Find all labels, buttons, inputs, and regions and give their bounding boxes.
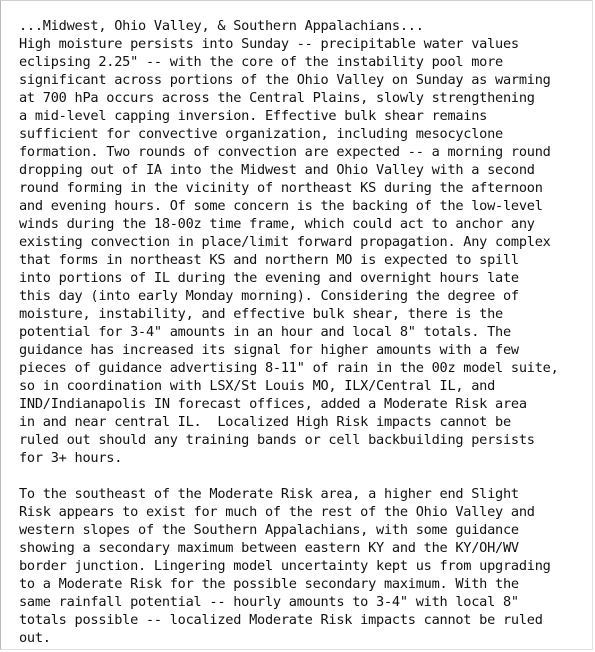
text-line: potential for 3-4" amounts in an hour and local 8" totals. The <box>19 324 511 340</box>
text-line: totals possible -- localized Moderate Risk impacts cannot be ruled <box>19 612 543 628</box>
text-line: out. <box>19 630 51 646</box>
text-line: at 700 hPa occurs across the Central Plains, slowly strengthening <box>19 90 535 106</box>
text-line: High moisture persists into Sunday -- precipitable water values <box>19 36 519 52</box>
text-line: western slopes of the Southern Appalachians, with some guidance <box>19 522 519 538</box>
text-line: this day (into early Monday morning). Considering the degree of <box>19 288 519 304</box>
text-line: border junction. Lingering model uncertainty kept us from upgrading <box>19 558 551 574</box>
text-line: eclipsing 2.25" -- with the core of the instability pool more <box>19 54 503 70</box>
text-line: round forming in the vicinity of northeast KS during the afternoon <box>19 180 543 196</box>
text-line: dropping out of IA into the Midwest and Ohio Valley with a second <box>19 162 535 178</box>
text-line: sufficient for convective organization, including mesocyclone <box>19 126 503 142</box>
text-line: into portions of IL during the evening and overnight hours late <box>19 270 519 286</box>
text-line: ruled out should any training bands or cell backbuilding persists <box>19 432 535 448</box>
text-line: existing convection in place/limit forward propagation. Any complex <box>19 234 551 250</box>
forecast-discussion-text <box>19 17 589 647</box>
text-line: and evening hours. Of some concern is the backing of the low-level <box>19 198 543 214</box>
text-line: in and near central IL. Localized High Risk impacts cannot be <box>19 414 511 430</box>
text-line: moisture, instability, and effective bulk shear, there is the <box>19 306 503 322</box>
text-line: winds during the 18-00z time frame, which could act to anchor any <box>19 216 535 232</box>
text-line: significant across portions of the Ohio Valley on Sunday as warming <box>19 72 551 88</box>
text-line: formation. Two rounds of convection are expected -- a morning round <box>19 144 551 160</box>
region-heading: ...Midwest, Ohio Valley, & Southern Appalachians... <box>19 18 424 34</box>
text-line: that forms in northeast KS and northern MO is expected to spill <box>19 252 519 268</box>
text-line: same rainfall potential -- hourly amounts to 3-4" with local 8" <box>19 594 519 610</box>
text-line: pieces of guidance advertising 8-11" of rain in the 00z model suite, <box>19 360 559 376</box>
text-line: a mid-level capping inversion. Effective bulk shear remains <box>19 108 488 124</box>
text-line: showing a secondary maximum between eastern KY and the KY/OH/WV <box>19 540 519 556</box>
text-line: IND/Indianapolis IN forecast offices, added a Moderate Risk area <box>19 396 527 412</box>
text-line: for 3+ hours. <box>19 450 123 466</box>
text-line: to a Moderate Risk for the possible secondary maximum. With the <box>19 576 519 592</box>
text-line: guidance has increased its signal for higher amounts with a few <box>19 342 519 358</box>
text-line: so in coordination with LSX/St Louis MO, ILX/Central IL, and <box>19 378 496 394</box>
text-line: To the southeast of the Moderate Risk area, a higher end Slight <box>19 486 519 502</box>
text-line: Risk appears to exist for much of the rest of the Ohio Valley and <box>19 504 535 520</box>
